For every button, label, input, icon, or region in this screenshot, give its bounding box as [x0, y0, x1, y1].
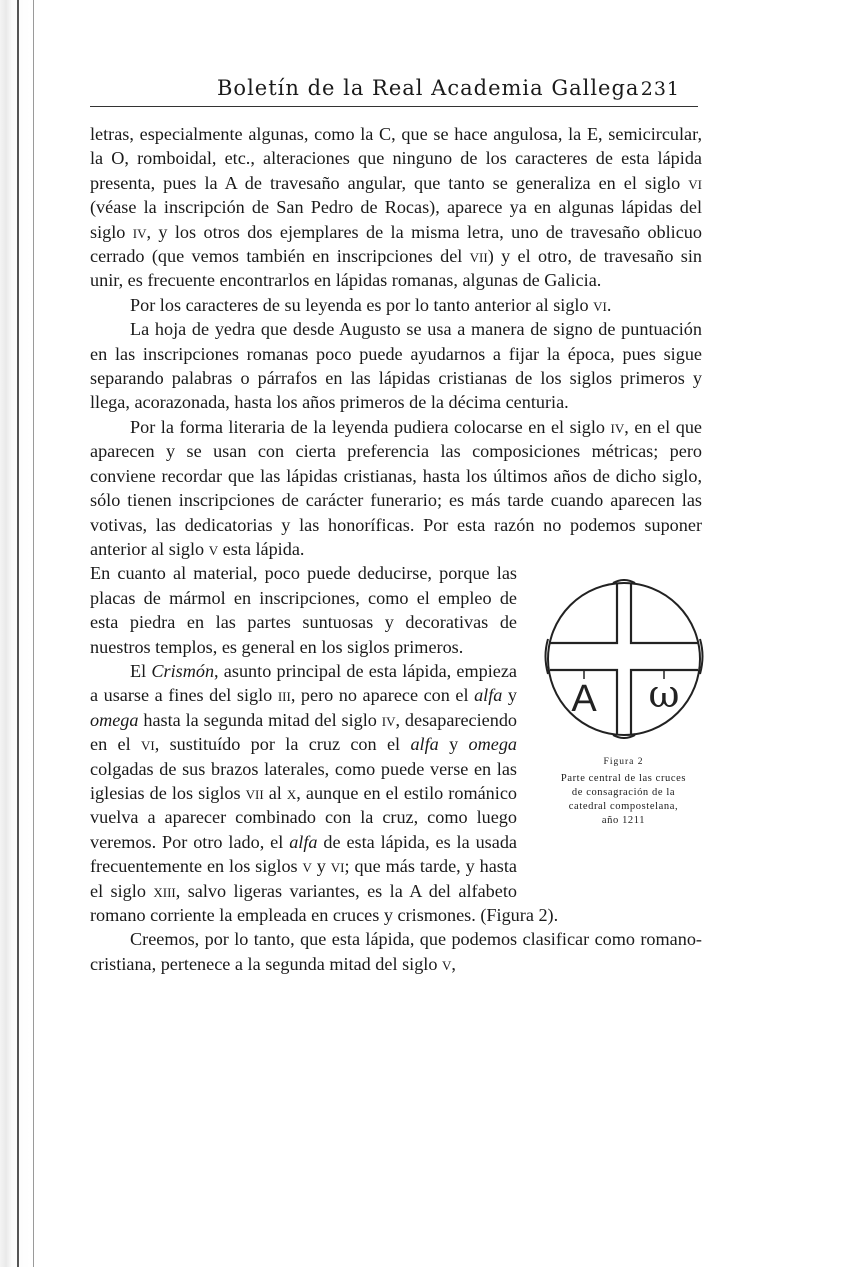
figure-caption: Parte central de las cruces de consagración de la catedral compostelana, año 1211 — [560, 773, 687, 827]
spine-line — [17, 0, 19, 1267]
paragraph: Por los caracteres de su leyenda es por lo tanto anterior al siglo vi. — [130, 294, 612, 315]
page-number: 231 — [640, 78, 680, 100]
alpha-letter: A — [570, 678, 597, 721]
figure-label: Figura 2 — [603, 757, 644, 768]
page-header — [90, 72, 698, 107]
figure-2 — [531, 567, 716, 885]
paragraph: El Crismón, asunto principal de esta lápida, empieza a usarse a fines del siglo iii, pero no aparece con el alfa y omega hasta la segunda mitad del siglo iv, desapareciendo en el vi, sustituído por la cruz con el alfa y omega colgadas de sus brazos laterales, como puede verse en las iglesias de los siglos vii al x, aunque en el estilo románico vuelva a aparecer combinado con la cruz, como luego veremos. Por otro lado, el alfa de esta lápida, es la usada frecuentemente en los siglos v y vi; que más tarde, y hasta el siglo xiii, salvo ligeras variantes, es la A del alfabeto romano corriente la empleada en cruces y crismones. (Figura 2). — [90, 660, 559, 925]
spine-line — [33, 0, 34, 1267]
book-spine-edge — [0, 0, 42, 1267]
paragraph: Por la forma literaria de la leyenda pudiera colocarse en el siglo iv, en el que aparecen y se usan con cierta preferencia las composiciones métricas; pero conviene recordar que las lápidas cristianas, hasta los últimos años de dicho siglo, sólo tienen inscripciones de carácter funerario; es más tarde cuando aparecen las votivas, las dedicatorias y las honoríficas. Por esta razón no podemos suponer anterior al siglo v esta lápida. — [90, 416, 702, 559]
omega-letter: ω — [648, 672, 679, 717]
running-title: Boletín de la Real Academia Gallega — [217, 76, 640, 100]
body-text — [90, 122, 702, 976]
paragraph: Creemos, por lo tanto, que esta lápida, que podemos clasificar como romano-cristiana, pertenece a la segunda mitad del siglo v, — [90, 929, 702, 974]
paragraph: letras, especialmente algunas, como la C, que se hace angulosa, la E, semicircular, la O, romboidal, etc., alteraciones que ninguno de los caracteres de esta lápida presenta, pues la A de travesaño angular, que tanto se generaliza en el siglo vi (véase la inscripción de San Pedro de Rocas), aparece ya en algunas lápidas del siglo iv, y los otros dos ejemplares de la misma letra, uno de travesaño oblicuo cerrado (que vemos también en inscripciones del vii) y el otro, de travesaño sin unir, es frecuente encontrarlos en lápidas romanas, algunas de Galicia. — [90, 124, 702, 291]
cross-alpha-omega-figure — [544, 579, 704, 739]
paragraph: La hoja de yedra que desde Augusto se usa a manera de signo de puntuación en las inscripciones romanas poco puede ayudarnos a fijar la época, pues sigue separando palabras o párrafos en las lápidas cristianas de los siglos primeros y llega, acorazonada, hasta los años primeros de la décima centuria. — [90, 319, 702, 413]
paragraph: En cuanto al material, poco puede deducirse, porque las placas de mármol en inscripciones, como el empleo de esta piedra en las partes suntuosas y decorativas de nuestros templos, es general en los siglos primeros. — [90, 563, 517, 657]
